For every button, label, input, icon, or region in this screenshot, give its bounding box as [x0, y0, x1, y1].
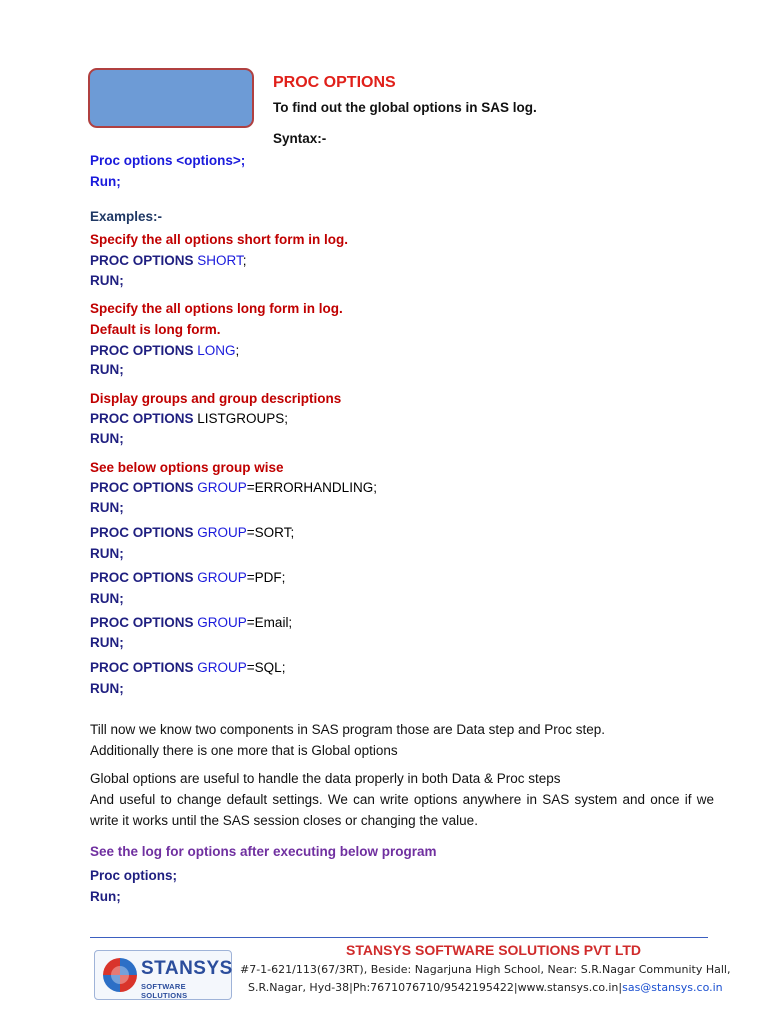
code-semicolon: ;	[242, 253, 247, 268]
code-rest: =SQL;	[246, 660, 286, 675]
example-group-comment: See below options group wise	[90, 460, 284, 475]
paragraph-1-line-1: Till now we know two components in SAS program those are Data step and Proc step.	[90, 722, 606, 737]
code-option: GROUP	[197, 480, 247, 495]
footer-contact: S.R.Nagar, Hyd-38|Ph:7671076710/9542195422|www.stansys.co.in|	[248, 981, 623, 994]
header-decorative-box	[88, 68, 254, 128]
example-listgroups-code	[90, 410, 288, 428]
code-keyword: PROC OPTIONS	[90, 660, 194, 675]
code-option: LONG	[197, 343, 236, 358]
footer-address-line-1: #7-1-621/113(67/3RT), Beside: Nagarjuna High School, Near: S.R.Nagar Community Hall,	[240, 963, 731, 976]
group-example-run: RUN;	[90, 635, 124, 650]
group-example-code	[90, 569, 285, 587]
example-long-code	[90, 342, 239, 360]
code-keyword: PROC OPTIONS	[90, 343, 194, 358]
group-example-run: RUN;	[90, 681, 124, 696]
group-example-run: RUN;	[90, 546, 124, 561]
example-listgroups-comment: Display groups and group descriptions	[90, 391, 342, 406]
syntax-line-1: Proc options <options>;	[90, 153, 246, 168]
final-instruction: See the log for options after executing below program	[90, 844, 437, 859]
code-keyword: PROC OPTIONS	[90, 253, 194, 268]
paragraph-2-line-1: Global options are useful to handle the data properly in both Data & Proc steps	[90, 771, 561, 786]
footer-address-line-2	[248, 981, 723, 994]
paragraph-1-line-2: Additionally there is one more that is Global options	[90, 743, 398, 758]
company-logo	[94, 950, 232, 1000]
page-title: PROC OPTIONS	[273, 74, 396, 91]
example-long-comment-2: Default is long form.	[90, 322, 221, 337]
example-listgroups-run: RUN;	[90, 431, 124, 446]
example-long-comment-1: Specify the all options long form in log.	[90, 301, 343, 316]
code-keyword: PROC OPTIONS	[90, 615, 194, 630]
code-semicolon: ;	[235, 343, 240, 358]
code-keyword: PROC OPTIONS	[90, 480, 194, 495]
paragraph-2	[90, 768, 714, 831]
final-code-line-2: Run;	[90, 889, 121, 904]
footer-divider	[90, 937, 708, 938]
code-option: GROUP	[197, 570, 247, 585]
code-rest: =Email;	[246, 615, 293, 630]
examples-label: Examples:-	[90, 209, 163, 224]
example-short-code	[90, 252, 247, 270]
code-rest: =SORT;	[246, 525, 295, 540]
group-example-code	[90, 614, 292, 632]
footer-email-link[interactable]: sas@stansys.co.in	[622, 981, 723, 994]
code-option: GROUP	[197, 660, 247, 675]
group-example-code	[90, 479, 377, 497]
code-rest: LISTGROUPS;	[197, 411, 289, 426]
example-short-run: RUN;	[90, 273, 124, 288]
group-example-code	[90, 659, 285, 677]
example-long-run: RUN;	[90, 362, 124, 377]
example-short-comment: Specify the all options short form in log.	[90, 232, 349, 247]
code-rest: =ERRORHANDLING;	[246, 480, 377, 495]
logo-name: STANSYS	[141, 958, 233, 979]
code-keyword: PROC OPTIONS	[90, 525, 194, 540]
syntax-label: Syntax:-	[273, 131, 327, 146]
code-keyword: PROC OPTIONS	[90, 570, 194, 585]
code-rest: =PDF;	[246, 570, 286, 585]
code-keyword: PROC OPTIONS	[90, 411, 194, 426]
syntax-line-2: Run;	[90, 174, 121, 189]
paragraph-1	[90, 719, 714, 761]
paragraph-2-line-2: And useful to change default settings. We can write options anywhere in SAS system and once if we write it works until the SAS session closes or changing the value.	[90, 792, 714, 828]
globe-icon	[103, 958, 137, 992]
code-option: GROUP	[197, 615, 247, 630]
code-option: GROUP	[197, 525, 247, 540]
logo-subtitle: SOFTWARE SOLUTIONS	[141, 982, 188, 1000]
group-example-run: RUN;	[90, 500, 124, 515]
footer-company-name: STANSYS SOFTWARE SOLUTIONS PVT LTD	[346, 942, 642, 958]
code-option: SHORT	[197, 253, 243, 268]
group-example-run: RUN;	[90, 591, 124, 606]
final-code-line-1: Proc options;	[90, 868, 177, 883]
page-subtitle: To find out the global options in SAS log.	[273, 100, 537, 115]
group-example-code	[90, 524, 294, 542]
